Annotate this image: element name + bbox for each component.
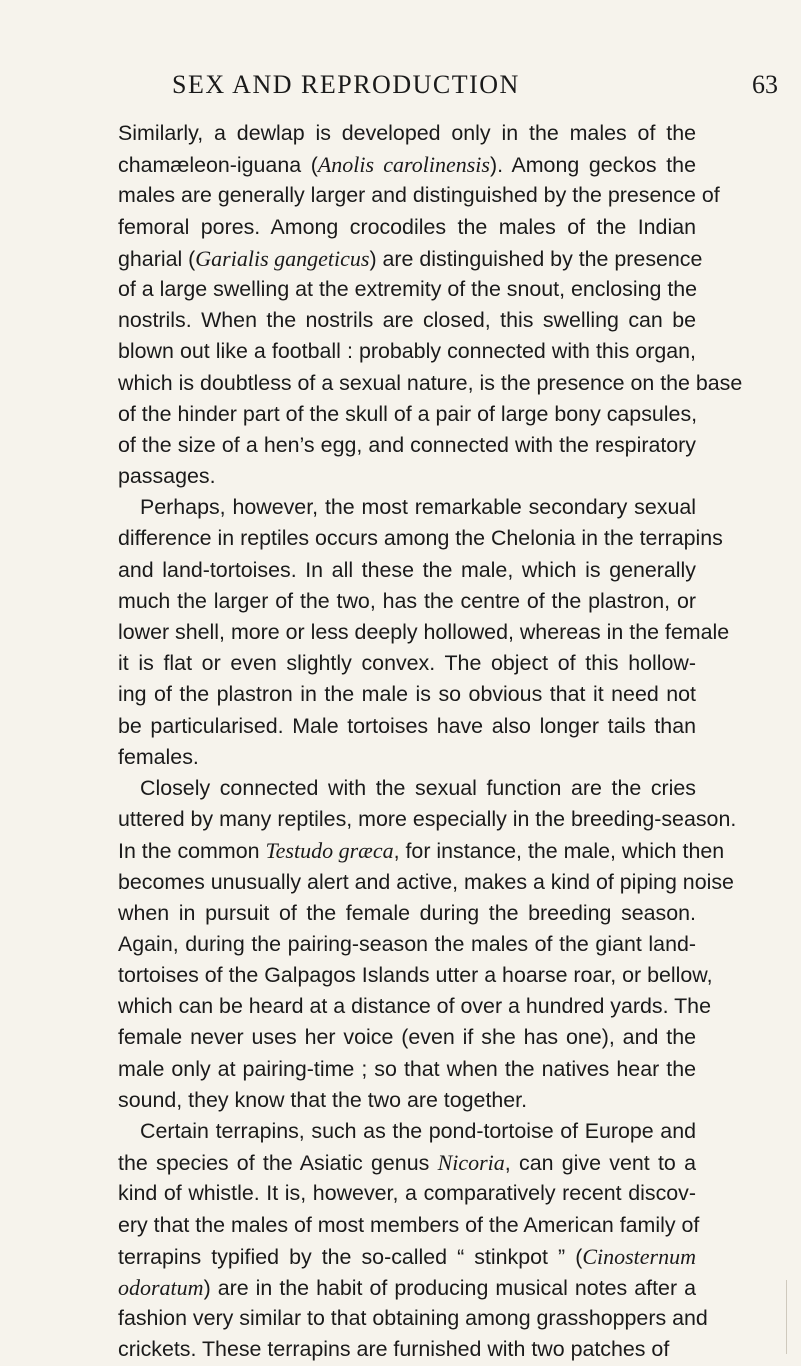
text-line: [118, 1116, 696, 1147]
text-line: [118, 212, 696, 243]
text-run: Certain terrapins, such as the pond-tortoise of Europe and: [140, 1119, 696, 1143]
text-line: [118, 1178, 696, 1209]
text-run: blown out like a football : probably connected with this organ,: [118, 339, 696, 364]
text-run: fashion very similar to that obtaining among grasshoppers and: [118, 1306, 708, 1331]
text-line: [118, 1147, 696, 1178]
text-line: [118, 804, 737, 835]
text-run: Similarly, a dewlap is developed only in the males of the: [118, 121, 696, 145]
text-run: gharial (: [118, 246, 196, 271]
text-line: [118, 960, 713, 991]
text-run: becomes unusually alert and active, makes a kind of piping noise: [118, 869, 734, 894]
text-line: [118, 711, 696, 742]
body-text: [118, 118, 743, 1366]
text-line: [118, 523, 723, 554]
text-run: it is flat or even slightly convex. The object of this hollow-: [118, 651, 696, 676]
text-line: [118, 399, 696, 430]
text-line: [118, 461, 696, 492]
text-run: ). Among geckos the: [489, 153, 696, 178]
text-run: of the size of a hen’s egg, and connected with the respiratory: [118, 432, 696, 457]
text-run: Perhaps, however, the most remarkable secondary sexual: [140, 495, 696, 520]
italic-species-name: Cinosternum: [582, 1243, 696, 1269]
text-run: kind of whistle. It is, however, a comparatively recent discov-: [118, 1181, 696, 1206]
text-run: , can give vent to a: [504, 1151, 696, 1176]
text-run: ery that the males of most members of the American family of: [118, 1212, 700, 1237]
text-run: sound, they know that the two are together.: [118, 1087, 528, 1112]
text-run: when in pursuit of the female during the breeding season.: [118, 900, 696, 925]
text-run: femoral pores. Among crocodiles the males of the Indian: [118, 214, 696, 239]
text-run: be particularised. Male tortoises have also longer tails than: [118, 713, 696, 738]
text-line: [118, 617, 730, 648]
text-line: [118, 1272, 696, 1303]
text-line: [118, 336, 696, 367]
text-run: of a large swelling at the extremity of the snout, enclosing the: [118, 276, 698, 301]
text-line: [118, 1303, 708, 1334]
text-run: ing of the plastron in the male is so obvious that it need not: [118, 682, 696, 707]
italic-species-name: Anolis carolinensis: [317, 152, 490, 178]
text-run: male only at pairing-time ; so that when the natives hear the: [118, 1056, 696, 1081]
text-line: [118, 1210, 700, 1241]
text-line: [118, 555, 696, 586]
text-run: females.: [118, 744, 199, 769]
text-run: of the hinder part of the skull of a pair of large bony capsules,: [118, 401, 698, 426]
text-line: [118, 118, 696, 149]
text-run: chamæleon-iguana (: [118, 153, 318, 178]
text-run: difference in reptiles occurs among the Chelonia in the terrapins: [118, 526, 723, 551]
text-line: [118, 929, 696, 960]
text-line: [118, 835, 725, 866]
text-line: [118, 1022, 696, 1053]
running-head: SEX AND REPRODUCTION: [172, 70, 520, 99]
text-line: [118, 274, 696, 305]
text-run: uttered by many reptiles, more especially in the breeding-season.: [118, 807, 737, 832]
text-line: [118, 368, 743, 399]
page-header: [118, 70, 790, 104]
text-line: [118, 180, 720, 211]
text-line: [118, 1085, 696, 1116]
text-line: [118, 648, 696, 679]
text-line: [118, 243, 703, 274]
page-number: 63: [752, 70, 778, 99]
text-run: crickets. These terrapins are furnished with two patches of: [118, 1337, 670, 1362]
text-run: passages.: [118, 464, 216, 489]
text-run: which is doubtless of a sexual nature, is the presence on the base: [118, 370, 743, 395]
text-line: [118, 430, 696, 461]
text-run: ) are distinguished by the presence: [369, 246, 703, 271]
text-run: , for instance, the male, which then: [393, 839, 725, 864]
page-edge-line: [786, 1280, 787, 1354]
italic-species-name: Garialis gangeticus: [195, 245, 370, 271]
text-run: female never uses her voice (even if she has one), and the: [118, 1025, 696, 1050]
text-line: [118, 898, 696, 929]
text-run: males are generally larger and distinguished by the presence of: [118, 183, 720, 208]
text-run: terrapins typified by the so-called “ stinkpot ” (: [118, 1244, 583, 1269]
text-run: much the larger of the two, has the centre of the plastron, or: [118, 588, 696, 613]
text-line: [118, 305, 696, 336]
text-line: [118, 773, 696, 804]
text-line: [118, 679, 696, 710]
text-run: tortoises of the Galpagos Islands utter a hoarse roar, or bellow,: [118, 963, 713, 988]
text-line: [118, 586, 696, 617]
italic-species-name: Testudo græca: [265, 838, 394, 864]
italic-species-name: Nicoria: [437, 1150, 505, 1176]
text-line: [118, 742, 696, 773]
text-run: and land-tortoises. In all these the male, which is generally: [118, 557, 696, 582]
text-line: [118, 991, 711, 1022]
text-run: Closely connected with the sexual function are the cries: [140, 775, 696, 800]
text-line: [118, 867, 734, 898]
text-line: [118, 1241, 696, 1272]
text-run: Again, during the pairing-season the males of the giant land-: [118, 931, 696, 956]
italic-species-name: odoratum: [118, 1274, 204, 1300]
text-run: lower shell, more or less deeply hollowed, whereas in the female: [118, 620, 730, 644]
text-line: [118, 149, 696, 180]
text-run: In the common: [118, 839, 266, 864]
text-line: [118, 492, 696, 523]
text-run: nostrils. When the nostrils are closed, this swelling can be: [118, 308, 696, 333]
text-run: the species of the Asiatic genus: [118, 1151, 438, 1176]
text-run: ) are in the habit of producing musical notes after a: [203, 1275, 696, 1300]
text-run: which can be heard at a distance of over a hundred yards. The: [118, 994, 711, 1019]
text-line: [118, 1334, 696, 1365]
text-line: [118, 1054, 696, 1085]
